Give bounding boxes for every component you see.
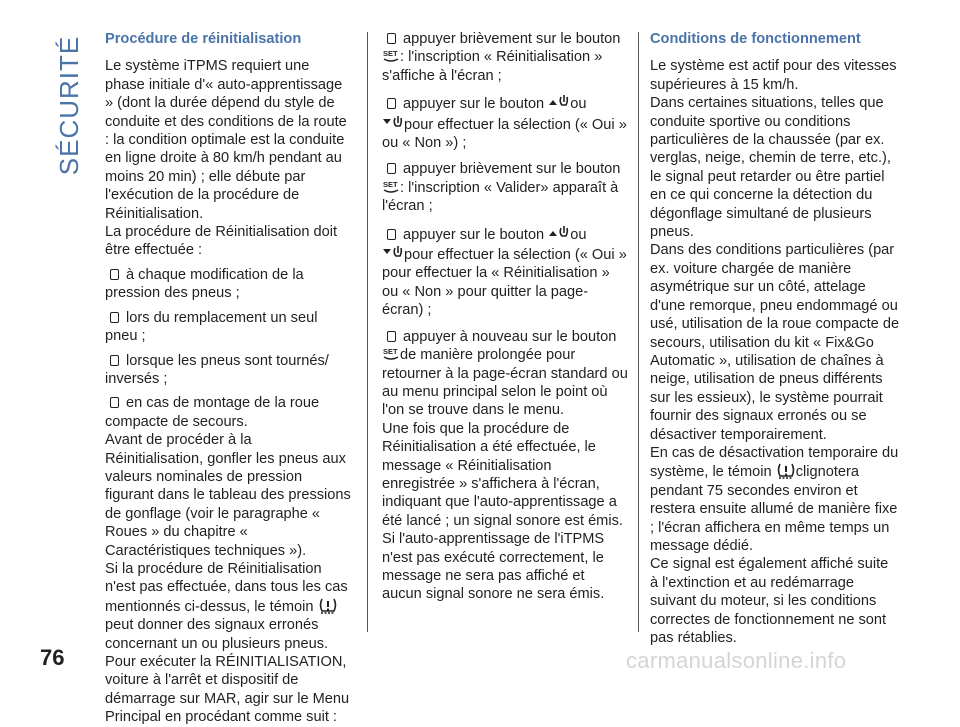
heading-reset-procedure: Procédure de réinitialisation xyxy=(105,31,302,47)
column-divider xyxy=(367,32,368,632)
paragraph-deactivation: En cas de désactivation temporaire du système, le témoin clignotera pendant 75 secondes environ et restera ensuite allumé de manière fixe ; l'écran affichera en même temps un message dédié. xyxy=(650,444,899,554)
step-2: appuyer sur le bouton ou pour effectuer la sélection (« Oui » ou « Non ») ; xyxy=(382,93,628,152)
paragraph-fail: Si l'auto-apprentissage de l'iTPMS n'est pas exécuté correctement, le message ne sera pas affiché et aucun signal sonore ne sera émis. xyxy=(382,531,605,603)
page-number: 76 xyxy=(40,645,65,670)
checkbox-bullet-icon xyxy=(387,229,396,240)
watermark: carmanualsonline.info xyxy=(626,648,847,673)
step-3: appuyer brièvement sur le bouton SET : l'inscription « Valider» apparaît à l'écran ; xyxy=(382,161,621,215)
paragraph-situations: Dans certaines situations, telles que conduite sportive ou conditions particulières de la chaussée (par ex. verglas, neige, chemin de terre, etc.), le signal peut retarder ou être partiel en ce qui concerne la détection du dégonflage simultané de plusieurs pneus. xyxy=(650,95,891,241)
paragraph-particular-conditions: Dans des conditions particulières (par ex. voiture chargée de manière asymétrique sur un côté, attelage d'une remorque, pneu endommagé ou usé, utilisation de la roue compacte de secours, utilisation du kit « Fix&Go Automatic », utilisation de chaînes à neige, utilisation de pneus différents sur les essieux), le système pourrait fournir des signaux erronés ou se désactiver temporairement. xyxy=(650,242,900,443)
down-button-icon xyxy=(382,244,404,262)
column-2 xyxy=(382,30,628,604)
step-1: appuyer brièvement sur le bouton SET : l'inscription « Réinitialisation » s'affiche à l'écran ; xyxy=(382,31,621,84)
tpms-warning-icon xyxy=(318,597,338,614)
checkbox-bullet-icon xyxy=(387,331,396,342)
up-button-icon xyxy=(548,224,570,242)
svg-text:SET: SET xyxy=(383,347,398,357)
checkbox-bullet-icon xyxy=(110,269,119,280)
paragraph-execute: Pour exécuter la RÉINITIALISATION, voiture à l'arrêt et dispositif de démarrage sur MAR, agir sur le Menu Principal en procédant comme suit : xyxy=(105,654,350,726)
column-3 xyxy=(650,30,900,647)
down-button-icon xyxy=(382,114,404,132)
svg-text:SET: SET xyxy=(383,49,398,59)
section-tab: SÉCURITÉ xyxy=(54,35,85,175)
set-button-icon xyxy=(382,179,400,195)
step-5: appuyer à nouveau sur le bouton SET de manière prolongée pour retourner à la page-écran standard ou au menu principal selon le point où l'on se trouve dans le menu. xyxy=(382,328,628,419)
paragraph-restart: Ce signal est également affiché suite à l'extinction et au redémarrage suivant du moteur, si les conditions correctes de fonctionnement ne sont pas rétablies. xyxy=(650,556,889,646)
set-button-icon xyxy=(382,48,400,64)
paragraph-before: Avant de procéder à la Réinitialisation, gonfler les pneus aux valeurs nominales de pression figurant dans le tableau des pressions de gonflage (voir le paragraphe « Roues » du chapitre « Caractéristiques techniques »). xyxy=(105,432,351,559)
checkbox-bullet-icon xyxy=(110,312,119,323)
paragraph-when: La procédure de Réinitialisation doit être effectuée : xyxy=(105,224,338,259)
checkbox-bullet-icon xyxy=(110,397,119,408)
set-button-icon xyxy=(382,346,400,362)
checkbox-bullet-icon xyxy=(387,98,396,109)
list-item: lors du remplacement un seul pneu ; xyxy=(105,309,318,345)
heading-operating-conditions: Conditions de fonctionnement xyxy=(650,31,861,47)
column-1 xyxy=(105,30,351,727)
list-item: en cas de montage de la roue compacte de secours. xyxy=(105,395,320,430)
svg-text:SET: SET xyxy=(383,179,398,189)
list-item: lorsque les pneus sont tournés/ inversés ; xyxy=(105,352,329,387)
step-4: appuyer sur le bouton ou pour effectuer la sélection (« Oui » pour effectuer la « Réinitialisation » ou « Non » pour quitter la page-écran) ; xyxy=(382,224,628,320)
checkbox-bullet-icon xyxy=(387,163,396,174)
paragraph-done: Une fois que la procédure de Réinitialisation a été effectuée, le message « Réinitialisation enregistrée » s'affichera à l'écran, indiquant que l'auto-apprentissage a été lancé ; un signal sonore est émis. xyxy=(382,420,623,529)
up-button-icon xyxy=(548,93,570,111)
checkbox-bullet-icon xyxy=(387,33,396,44)
tpms-warning-icon xyxy=(776,462,796,479)
column-divider xyxy=(638,32,639,632)
paragraph-intro: Le système iTPMS requiert une phase initiale d'« auto-apprentissage » (dont la durée dépend du style de conduite et des conditions de la route : la condition optimale est la conduite en ligne droite à 80 km/h pendant au moins 20 min) ; elle débute par l'exécution de la procédure de Réinitialisation. xyxy=(105,58,347,222)
paragraph-active-speed: Le système est actif pour des vitesses supérieures à 15 km/h. xyxy=(650,58,897,93)
paragraph-warning: Si la procédure de Réinitialisation n'est pas effectuée, dans tous les cas mentionnés ci-dessus, le témoin peut donner des signaux erronés concernant un ou plusieurs pneus. xyxy=(105,560,348,652)
list-item: à chaque modification de la pression des pneus ; xyxy=(105,266,304,302)
checkbox-bullet-icon xyxy=(110,355,119,366)
